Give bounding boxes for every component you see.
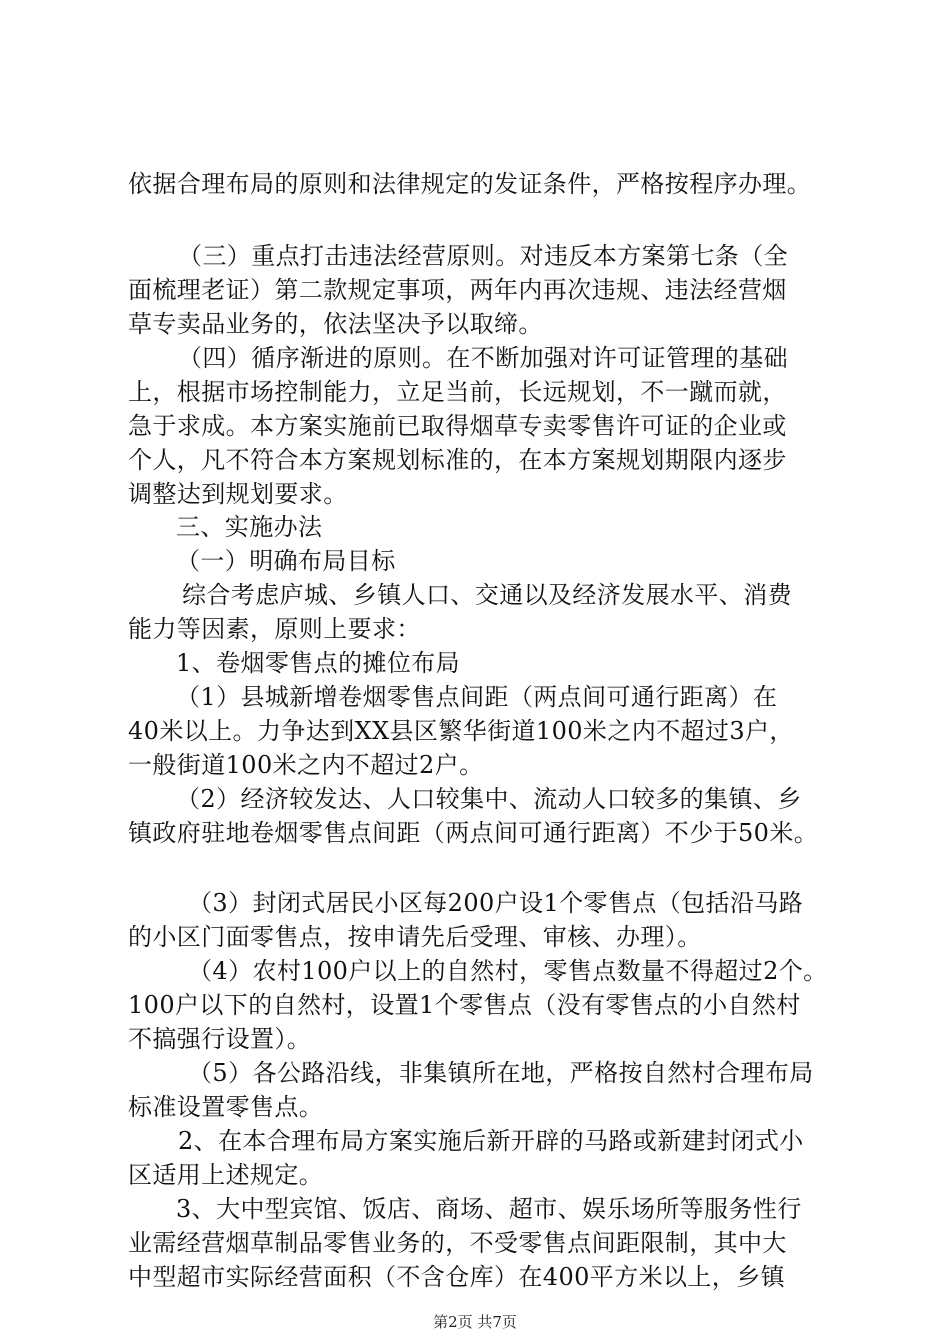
text-line-29: 3、大中型宾馆、饭店、商场、超市、娱乐场所等服务性行 <box>176 1195 802 1223</box>
subsection-heading: （一）明确布局目标 <box>176 547 396 575</box>
text-line-9: 调整达到规划要求。 <box>128 480 348 508</box>
item-heading-1: 1、卷烟零售点的摊位布局 <box>176 649 461 677</box>
section-heading: 三、实施办法 <box>176 513 323 541</box>
text-line-15: （1）县城新增卷烟零售点间距（两点间可通行距离）在 <box>176 683 778 711</box>
text-line-21: 的小区门面零售点，按申请先后受理、审核、办理）。 <box>128 923 702 951</box>
text-line-23: 100户以下的自然村，设置1个零售点（没有零售点的小自然村 <box>128 991 801 1019</box>
page-number: 第2页 共7页 <box>433 1313 517 1331</box>
text-line-20: （3）封闭式居民小区每200户设1个零售点（包括沿马路 <box>188 889 804 917</box>
text-line-3: 面梳理老证）第二款规定事项，两年内再次违规、违法经营烟 <box>128 276 787 304</box>
text-line-16: 40米以上。力争达到XX县区繁华街道100米之内不超过3户， <box>128 717 794 745</box>
text-line-27: 2、在本合理布局方案实施后新开辟的马路或新建封闭式小 <box>178 1127 804 1155</box>
text-line-17: 一般街道100米之内不超过2户。 <box>128 751 484 779</box>
text-line-31: 中型超市实际经营面积（不含仓库）在400平方米以上，乡镇 <box>128 1263 786 1291</box>
text-line-24: 不搞强行设置）。 <box>128 1025 312 1053</box>
text-line-1: 依据合理布局的原则和法律规定的发证条件，严格按程序办理。 <box>128 170 812 198</box>
text-line-7: 急于求成。本方案实施前已取得烟草专卖零售许可证的企业或 <box>128 412 787 440</box>
text-line-18: （2）经济较发达、人口较集中、流动人口较多的集镇、乡 <box>176 785 802 813</box>
text-line-6: 上，根据市场控制能力，立足当前，长远规划，不一蹴而就， <box>128 378 787 406</box>
text-line-25: （5）各公路沿线，非集镇所在地，严格按自然村合理布局 <box>188 1059 814 1087</box>
text-line-22: （4）农村100户以上的自然村，零售点数量不得超过2个。 <box>188 957 828 985</box>
text-line-28: 区适用上述规定。 <box>128 1161 324 1189</box>
text-line-19: 镇政府驻地卷烟零售点间距（两点间可通行距离）不少于50米。 <box>128 819 819 847</box>
text-line-8: 个人，凡不符合本方案规划标准的，在本方案规划期限内逐步 <box>128 446 787 474</box>
text-line-12: 综合考虑庐城、乡镇人口、交通以及经济发展水平、消费 <box>182 581 792 609</box>
text-line-5: （四）循序渐进的原则。在不断加强对许可证管理的基础 <box>178 344 788 372</box>
text-line-30: 业需经营烟草制品零售业务的，不受零售点间距限制，其中大 <box>128 1229 787 1257</box>
text-line-4: 草专卖品业务的，依法坚决予以取缔。 <box>128 310 543 338</box>
text-line-2: （三）重点打击违法经营原则。对违反本方案第七条（全 <box>178 242 788 270</box>
text-line-26: 标准设置零售点。 <box>128 1093 324 1121</box>
text-line-13: 能力等因素，原则上要求： <box>128 615 421 643</box>
